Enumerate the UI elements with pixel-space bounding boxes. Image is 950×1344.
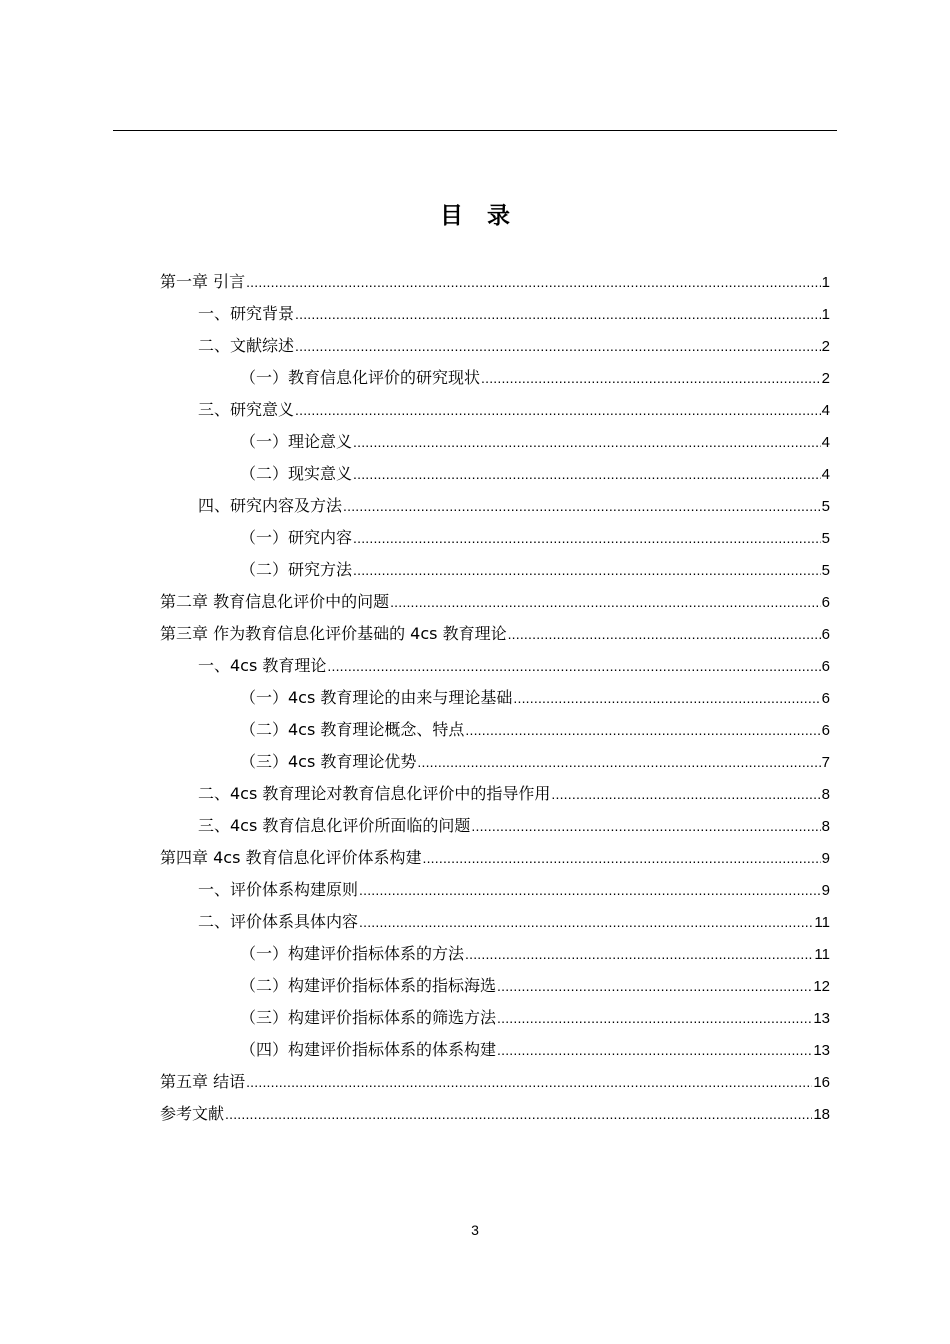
toc-entry-page: 2 [821, 370, 830, 387]
toc-dot-leader [246, 1066, 812, 1098]
toc-entry[interactable] [160, 682, 830, 714]
toc-entry-page: 6 [821, 722, 830, 739]
toc-entry[interactable] [160, 554, 830, 586]
toc-dot-leader [343, 490, 821, 522]
toc-entry-title: 三、研究意义 [198, 400, 295, 419]
toc-entry[interactable] [160, 746, 830, 778]
toc-entry-page: 8 [821, 786, 830, 803]
toc-entry-page: 12 [813, 978, 830, 995]
toc-entry-page: 6 [821, 594, 830, 611]
toc-entry[interactable] [160, 874, 830, 906]
toc-entry-page: 13 [813, 1010, 830, 1027]
toc-entry[interactable] [160, 298, 830, 330]
toc-entry-title: 第四章 4cs 教育信息化评价体系构建 [160, 848, 422, 867]
toc-entry[interactable] [160, 810, 830, 842]
toc-entry-title: 二、评价体系具体内容 [198, 912, 359, 931]
toc-entry[interactable] [160, 842, 830, 874]
toc-entry-page: 13 [813, 1042, 830, 1059]
toc-dot-leader [471, 810, 820, 842]
toc-entry-page: 11 [814, 914, 830, 931]
toc-entry-title: 第二章 教育信息化评价中的问题 [160, 592, 390, 611]
toc-entry-page: 4 [821, 434, 830, 451]
toc-entry[interactable] [160, 266, 830, 298]
toc-entry-title: （二）现实意义 [240, 464, 353, 483]
toc-entry-title: （二）构建评价指标体系的指标海选 [240, 976, 497, 995]
toc-dot-leader [497, 970, 812, 1002]
toc-entry-page: 1 [821, 306, 830, 323]
toc-entry-title: 三、4cs 教育信息化评价所面临的问题 [198, 816, 471, 835]
toc-dot-leader [497, 1034, 812, 1066]
toc-entry-title: 一、4cs 教育理论 [198, 656, 327, 675]
toc-entry[interactable] [160, 618, 830, 650]
toc-entry-title: 一、评价体系构建原则 [198, 880, 359, 899]
toc-entry-page: 4 [821, 466, 830, 483]
toc-entry-page: 1 [821, 274, 830, 291]
toc-entry-title: （一）理论意义 [240, 432, 353, 451]
toc-entry-page: 18 [813, 1106, 830, 1123]
toc-entry-page: 9 [821, 850, 830, 867]
table-of-contents [160, 266, 830, 1130]
toc-entry-title: （三）构建评价指标体系的筛选方法 [240, 1008, 497, 1027]
toc-entry-title: 四、研究内容及方法 [198, 496, 343, 515]
toc-entry[interactable] [160, 1002, 830, 1034]
page-number: 3 [471, 1222, 479, 1238]
toc-entry-title: 第三章 作为教育信息化评价基础的 4cs 教育理论 [160, 624, 507, 643]
toc-entry-page: 9 [821, 882, 830, 899]
toc-entry-page: 5 [821, 498, 830, 515]
toc-entry[interactable] [160, 714, 830, 746]
toc-entry[interactable] [160, 458, 830, 490]
toc-dot-leader [513, 682, 820, 714]
toc-entry-title: （一）研究内容 [240, 528, 353, 547]
toc-entry-page: 2 [821, 338, 830, 355]
toc-entry[interactable] [160, 490, 830, 522]
toc-dot-leader [551, 778, 820, 810]
toc-entry-title: 第五章 结语 [160, 1072, 246, 1091]
toc-entry-page: 5 [821, 530, 830, 547]
toc-entry[interactable] [160, 970, 830, 1002]
toc-entry[interactable] [160, 1034, 830, 1066]
toc-dot-leader [497, 1002, 812, 1034]
toc-entry[interactable] [160, 1098, 830, 1130]
toc-entry-page: 16 [813, 1074, 830, 1091]
toc-entry-title: 二、4cs 教育理论对教育信息化评价中的指导作用 [198, 784, 551, 803]
toc-entry[interactable] [160, 362, 830, 394]
toc-dot-leader [327, 650, 820, 682]
toc-entry-page: 5 [821, 562, 830, 579]
toc-dot-leader [353, 522, 821, 554]
toc-entry-page: 7 [821, 754, 830, 771]
toc-dot-leader [225, 1098, 812, 1130]
toc-entry[interactable] [160, 522, 830, 554]
toc-title: 目录 [440, 203, 534, 229]
toc-entry[interactable] [160, 394, 830, 426]
toc-entry-title: （二）研究方法 [240, 560, 353, 579]
toc-dot-leader [423, 842, 821, 874]
toc-entry-title: 一、研究背景 [198, 304, 295, 323]
toc-entry-title: 参考文献 [160, 1104, 225, 1123]
toc-dot-leader [465, 714, 820, 746]
toc-dot-leader [417, 746, 820, 778]
toc-entry[interactable] [160, 1066, 830, 1098]
toc-entry-title: （三）4cs 教育理论优势 [240, 752, 417, 771]
toc-dot-leader [295, 394, 821, 426]
toc-dot-leader [508, 618, 821, 650]
toc-entry[interactable] [160, 778, 830, 810]
toc-dot-leader [295, 298, 821, 330]
toc-entry-title: （四）构建评价指标体系的体系构建 [240, 1040, 497, 1059]
toc-dot-leader [481, 362, 821, 394]
toc-entry-title: 第一章 引言 [160, 272, 246, 291]
toc-dot-leader [246, 266, 821, 298]
toc-entry[interactable] [160, 330, 830, 362]
toc-dot-leader [465, 938, 813, 970]
toc-entry[interactable] [160, 426, 830, 458]
toc-entry-page: 4 [821, 402, 830, 419]
toc-entry[interactable] [160, 586, 830, 618]
toc-entry-title: （一）构建评价指标体系的方法 [240, 944, 465, 963]
toc-dot-leader [295, 330, 821, 362]
toc-entry[interactable] [160, 650, 830, 682]
toc-dot-leader [353, 554, 821, 586]
toc-entry-title: （二）4cs 教育理论概念、特点 [240, 720, 465, 739]
toc-entry-page: 6 [821, 658, 830, 675]
header-rule [113, 130, 837, 131]
toc-entry-title: （一）教育信息化评价的研究现状 [240, 368, 481, 387]
toc-entry-title: 二、文献综述 [198, 336, 295, 355]
toc-entry-page: 6 [821, 626, 830, 643]
toc-entry-page: 6 [821, 690, 830, 707]
toc-entry-page: 8 [821, 818, 830, 835]
toc-dot-leader [359, 874, 821, 906]
toc-entry[interactable] [160, 906, 830, 938]
toc-dot-leader [353, 458, 821, 490]
toc-dot-leader [353, 426, 821, 458]
toc-entry-page: 11 [814, 946, 830, 963]
toc-entry-title: （一）4cs 教育理论的由来与理论基础 [240, 688, 513, 707]
toc-dot-leader [390, 586, 821, 618]
toc-dot-leader [359, 906, 813, 938]
toc-entry[interactable] [160, 938, 830, 970]
